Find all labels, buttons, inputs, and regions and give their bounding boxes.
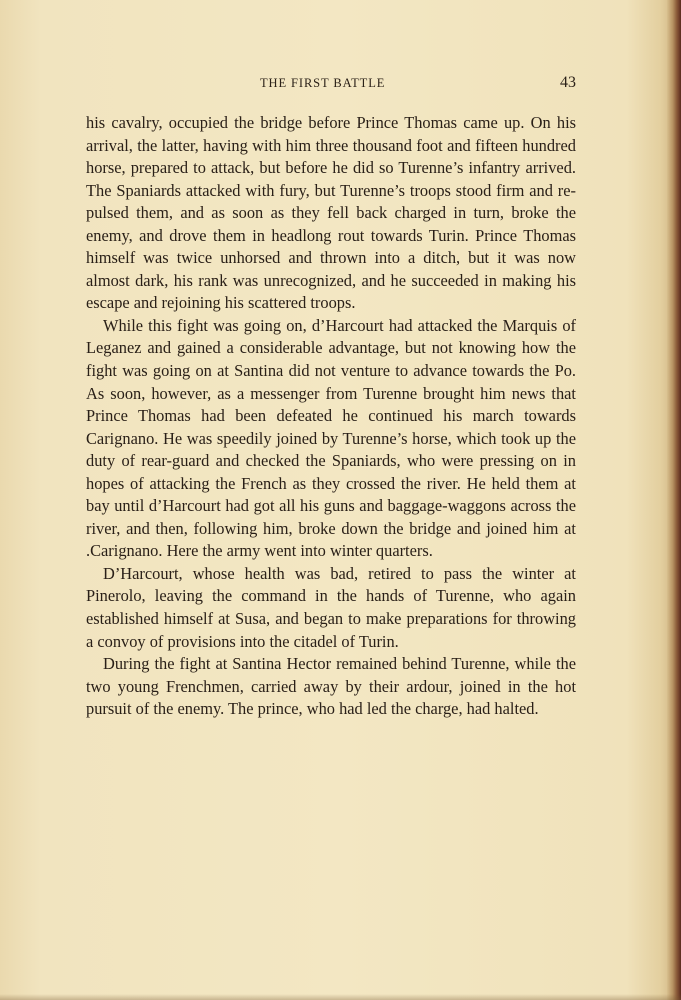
page-edge (667, 0, 681, 1000)
page-shadow (0, 994, 681, 1000)
page-number: 43 (560, 74, 576, 91)
paragraph: While this fight was going on, d’Harcourt had attacked the Marquis of Leganez and gained a considerable advantage, but not knowing how the fight was going on at Santina did not venture to advance towards the Po. As soon, however, as a messenger from Turenne brought him news that Prince Thomas had been defeated he continued his march towards Carignano. He was speedily joined by Turenne’s horse, which took up the duty of rear-guard and checked the Spaniards, who were pressing on in hopes of attacking the French as they crossed the river. He held them at bay until d’Harcourt had got all his guns and baggage-waggons across the river, and then, following him, broke down the bridge and joined him at .Carignano. Here the army went into winter quarters. (86, 315, 576, 561)
paragraph: During the fight at Santina Hector remained behind Turenne, while the two young Frenchmen, carried away by their ardour, joined in the hot pursuit of the enemy. The prince, who had led the charge, had halted. (86, 654, 576, 719)
paragraph: his cavalry, occupied the bridge before Prince Thomas came up. On his arrival, the latter, having with him three thousand foot and fifteen hundred horse, prepared to attack, but before he did so Turenne’s infantry arrived. The Spaniards attacked with fury, but Turenne’s troops stood firm and repulsed them, and as soon as they fell back charged in turn, broke the enemy, and drove them in headlong rout towards Turin. Prince Thomas himself was twice unhorsed and thrown into a ditch, but it was now almost dark, his rank was unrecognized, and he succeeded in making his escape and rejoining his scattered troops. (86, 113, 576, 313)
paragraph: D’Harcourt, whose health was bad, retired to pass the winter at Pinerolo, leaving the command in the hands of Turenne, who again established himself at Susa, and began to make preparations for throwing a convoy of provisions into the citadel of Turin. (86, 563, 576, 651)
running-header (86, 76, 576, 94)
body-text (86, 112, 576, 721)
running-title: THE FIRST BATTLE (260, 76, 386, 90)
